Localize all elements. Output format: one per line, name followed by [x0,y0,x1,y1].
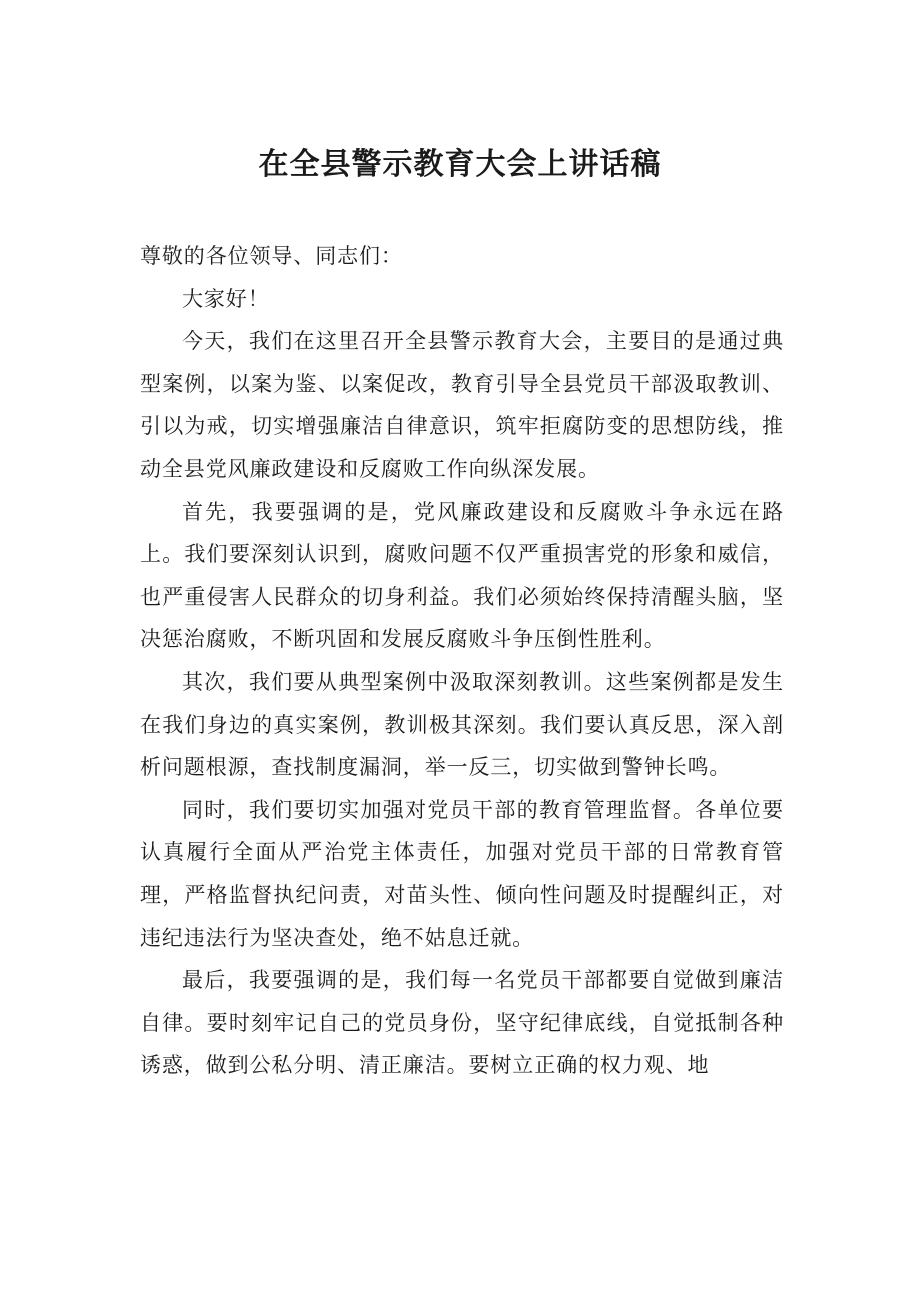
paragraph-second: 其次，我们要从典型案例中汲取深刻教训。这些案例都是发生在我们身边的真实案例，教训极其深刻。我们要认真反思，深入剖析问题根源，查找制度漏洞，举一反三，切实做到警钟长鸣。 [140,669,784,780]
paragraph-supervision: 同时，我们要切实加强对党员干部的教育管理监督。各单位要认真履行全面从严治党主体责任，加强对党员干部的日常教育管理，严格监督执纪问责，对苗头性、倾向性问题及时提醒纠正，对违纪违法行为坚决查处，绝不姑息迁就。 [140,797,784,950]
salutation: 尊敬的各位领导、同志们： [140,244,403,268]
paragraph-greeting: 大家好！ [182,286,270,311]
paragraph-purpose: 今天，我们在这里召开全县警示教育大会，主要目的是通过典型案例，以案为鉴、以案促改，教育引导全县党员干部汲取教训、引以为戒，切实增强廉洁自律意识，筑牢拒腐防变的思想防线，推动全县党风廉政建设和反腐败工作向纵深发展。 [140,329,784,481]
document-title: 在全县警示教育大会上讲话稿 [258,147,662,182]
document-body [140,235,784,1087]
paragraph-first: 首先，我要强调的是，党风廉政建设和反腐败斗争永远在路上。我们要深刻认识到，腐败问题不仅严重损害党的形象和威信，也严重侵害人民群众的切身利益。我们必须始终保持清醒头脑，坚决惩治腐败，不断巩固和发展反腐败斗争压倒性胜利。 [140,499,784,652]
paragraph-last: 最后，我要强调的是，我们每一名党员干部都要自觉做到廉洁自律。要时刻牢记自己的党员身份，坚守纪律底线，自觉抵制各种诱惑，做到公私分明、清正廉洁。要树立正确的权力观、地 [140,968,784,1078]
